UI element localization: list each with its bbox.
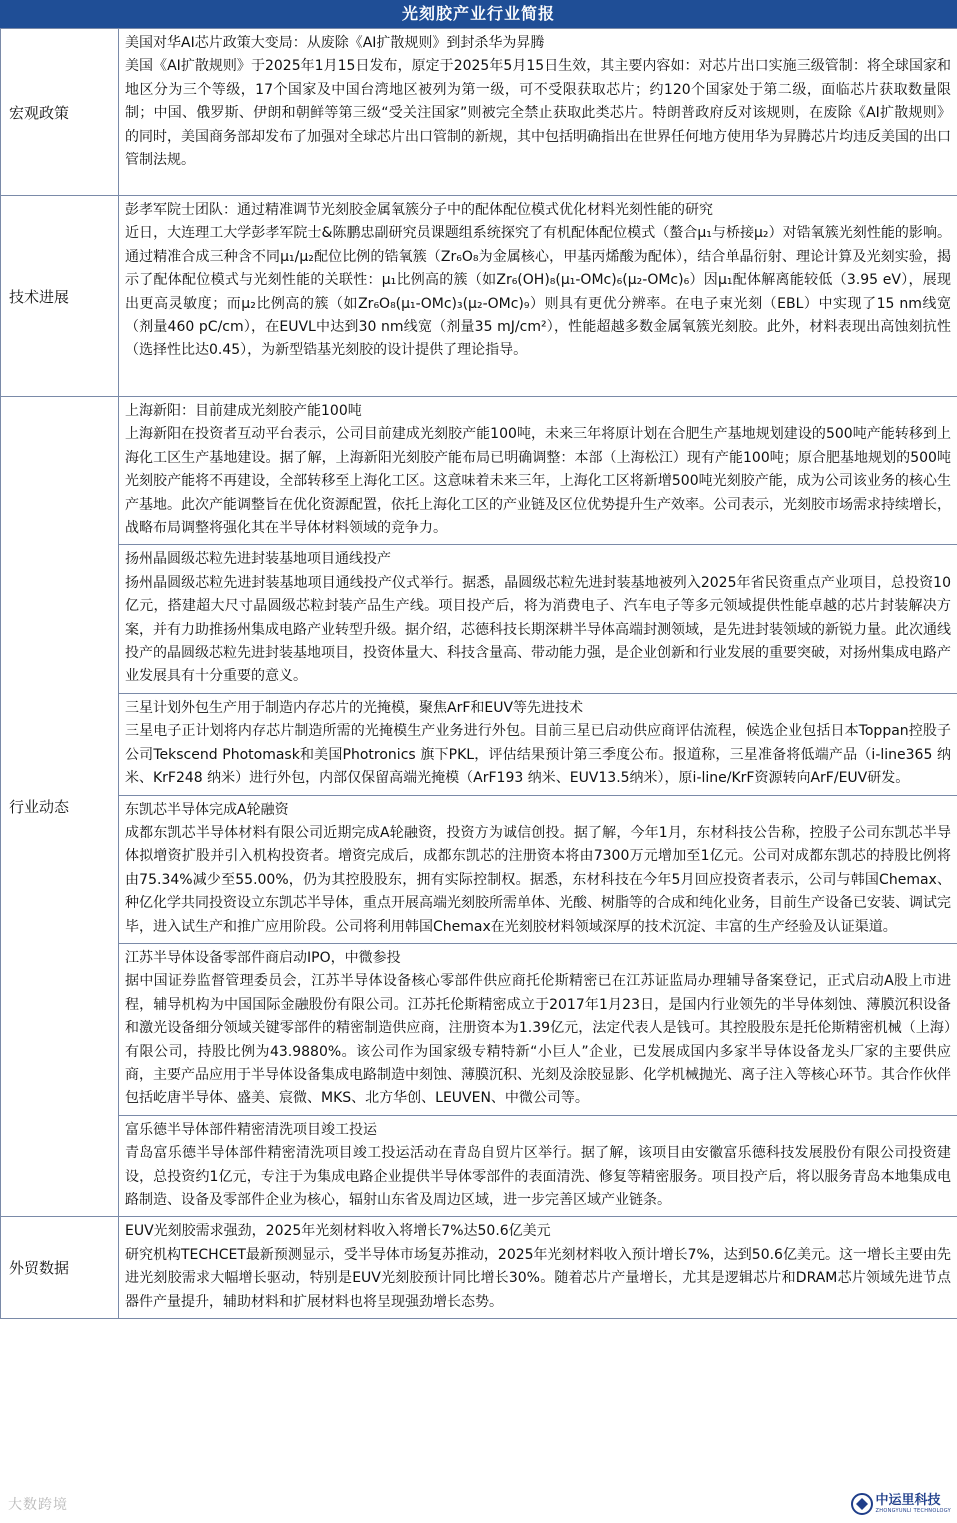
entry-body: 研究机构TECHCET最新预测显示，受半导体市场复苏推动，2025年光刻材料收入预计增长7%，达到50.6亿美元。这一增长主要由先进光刻胶需求大幅增长驱动，特别是EUV光刻胶预计同比增长30%。随着芯片产量增长，尤其是逻辑芯片和DRAM芯片领域先进节点器件产量提升，辅助材料和扩展材料也将呈现强劲增长态势。	[125, 1246, 951, 1310]
entry-cell	[119, 1115, 957, 1217]
brief-table	[0, 28, 957, 1319]
entry-cell	[119, 795, 957, 943]
news-entry	[119, 545, 957, 692]
entry-body: 美国《AI扩散规则》于2025年1月15日发布，原定于2025年5月15日生效，其主要内容如：对芯片出口实施三级管制：将全球国家和地区分为三个等级，17个国家及中国台湾地区被列为第一级，可不受限获取芯片；约120个国家处于第二级，面临芯片获取数量限制；中国、俄罗斯、伊朗和朝鲜等第三级“受关注国家”则被完全禁止获取此类芯片。特朗普政府反对该规则，在废除《AI扩散规则》的同时，美国商务部却发布了加强对全球芯片出口管制的新规，其中包括明确指出在世界任何地方使用华为昇腾芯片均违反美国的出口管制法规。	[125, 58, 951, 169]
entry-body: 扬州晶圆级芯粒先进封装基地项目通线投产仪式举行。据悉，晶圆级芯粒先进封装基地被列入2025年省民资重点产业项目，总投资10亿元，搭建超大尺寸晶圆级芯粒封装产品生产线。项目投产后，将为消费电子、汽车电子等多元领域提供性能卓越的芯片封装解决方案，并有力助推扬州集成电路产业转型升级。据介绍，芯德科技长期深耕半导体高端封测领域，是先进封装领域的新锐力量。此次通线投产的晶圆级芯粒先进封装基地项目，投资体量大、科技含量高、带动能力强，是企业创新和行业发展的重要突破，对扬州集成电路产业发展具有十分重要的意义。	[125, 574, 951, 685]
news-entry	[119, 1116, 957, 1217]
entry-cell	[119, 196, 957, 397]
news-entry	[119, 796, 957, 943]
entry-title: 扬州晶圆级芯粒先进封装基地项目通线投产	[125, 551, 391, 568]
entry-title: 上海新阳：目前建成光刻胶产能100吨	[125, 403, 362, 419]
report-title: 光刻胶产业行业简报	[401, 4, 555, 23]
section-row-industry	[1, 397, 957, 545]
entry-title: 江苏半导体设备零部件商启动IPO，中微参投	[125, 949, 401, 966]
category-cell	[1, 196, 119, 397]
entry-title: 彭孝军院士团队：通过精准调节光刻胶金属氧簇分子中的配体配位模式优化材料光刻性能的研究	[125, 202, 713, 218]
entry-cell	[119, 29, 957, 196]
entry-title: 三星计划外包生产用于制造内存芯片的光掩模，聚焦ArF和EUV等先进技术	[125, 699, 584, 716]
news-entry	[119, 694, 957, 795]
watermark-company-subtitle: ZHONGYUNLI TECHNOLOGY	[875, 1507, 951, 1514]
entry-body: 上海新阳在投资者互动平台表示，公司目前建成光刻胶产能100吨，未来三年将原计划在合肥生产基地规划建设的500吨产能转移到上海化工区生产基地建设。据了解，上海新阳光刻胶产能布局已明确调整：本部（上海松江）现有产能100吨；原合肥基地规划的500吨光刻胶产能将不再建设，全部转移至上海化工区。这意味着未来三年，上海化工区将新增500吨光刻胶产能，成为公司该业务的核心生产基地。此次产能调整旨在优化资源配置，依托上海化工区的产业链及区位优势提升生产效率。公司表示，光刻胶市场需求持续增长，战略布局调整将强化其在半导体材料领域的竞争力。	[125, 426, 951, 537]
watermark-right-text	[876, 1494, 951, 1515]
watermark-left-text: 大数跨境	[8, 1497, 68, 1513]
section-row-trade	[1, 1217, 957, 1319]
section-row-industry	[1, 943, 957, 1115]
category-cell	[1, 29, 119, 196]
category-label: 行业动态	[9, 798, 70, 817]
news-entry	[119, 1217, 957, 1318]
category-cell	[1, 397, 119, 1217]
news-entry	[119, 29, 957, 176]
report-header	[0, 0, 957, 28]
entry-cell	[119, 1217, 957, 1319]
entry-body: 三星电子正计划将内存芯片制造所需的光掩模生产业务进行外包。目前三星已启动供应商评估流程，候选企业包括日本Toppan控股子公司Tekscend Photomask和美国Photronics 旗下PKL，评估结果预计第三季度公布。报道称，三星准备将低端产品（i-line365 纳米、KrF248 纳米）进行外包，内部仅保留高端光掩模（ArF193 纳米、EUV13.5纳米），原i-line/KrF资源转向ArF/EUV研发。	[125, 723, 951, 787]
entry-cell	[119, 943, 957, 1115]
entry-cell	[119, 693, 957, 795]
news-entry	[119, 397, 957, 544]
category-label: 技术进展	[9, 287, 70, 306]
section-row-tech	[1, 196, 957, 397]
category-label: 宏观政策	[9, 103, 70, 122]
section-row-industry	[1, 1115, 957, 1217]
section-row-policy	[1, 29, 957, 196]
company-logo-icon	[851, 1493, 873, 1515]
news-entry	[119, 944, 957, 1115]
entry-title: 美国对华AI芯片政策大变局：从废除《AI扩散规则》到封杀华为昇腾	[125, 35, 545, 51]
entry-body: 近日，大连理工大学彭孝军院士&陈鹏忠副研究员课题组系统探究了有机配体配位模式（螯合μ₁与桥接μ₂）对锆氧簇光刻性能的影响。通过精准合成三种含不同μ₁/μ₂配位比例的锆氧簇（Zr₆O₈为金属核心，甲基丙烯酸为配体），结合单晶衍射、理论计算及光刻实验，揭示了配体配位模式与光刻性能的关联性：μ₁比例高的簇（如Zr₆(OH)₈(μ₁-OMc)₆(μ₂-OMc)₆）因μ₁配体解离能较低（3.95 eV），展现出更高灵敏度；而μ₂比例高的簇（如Zr₆O₈(μ₁-OMc)₃(μ₂-OMc)₉）则具有更优分辨率。在电子束光刻（EBL）中实现了15 nm线宽（剂量460 pC/cm），在EUVL中达到30 nm线宽（剂量35 mJ/cm²），性能超越多数金属氧簇光刻胶。此外，材料表现出高蚀刻抗性（选择性比达0.45），为新型锆基光刻胶的设计提供了理论指导。	[125, 225, 951, 359]
category-cell	[1, 1217, 119, 1319]
news-entry	[119, 196, 957, 367]
section-row-industry	[1, 545, 957, 693]
entry-body: 成都东凯芯半导体材料有限公司近期完成A轮融资，投资方为诚信创投。据了解，今年1月，东材科技公告称，控股子公司东凯芯半导体拟增资扩股并引入机构投资者。增资完成后，成都东凯芯的注册资本将由7300万元增加至1亿元。公司对成都东凯芯的持股比例将由75.34%减少至55.00%，仍为其控股股东，拥有实际控制权。据悉，东材科技在今年5月回应投资者表示，公司与韩国Chemax、种亿化学共同投资设立东凯芯半导体，重点开展高端光刻胶所需单体、光酸、树脂等的合成和纯化业务，目前生产设备已安装、调试完毕，进入试生产和推广应用阶段。公司将利用韩国Chemax在光刻胶材料领域深厚的技术沉淀、丰富的生产经验及认证渠道。	[125, 824, 951, 935]
watermark-company-name: 中运里科技	[875, 1492, 941, 1508]
entry-body: 据中国证券监督管理委员会，江苏半导体设备核心零部件供应商托伦斯精密已在江苏证监局办理辅导备案登记，正式启动A股上市进程，辅导机构为中国国际金融股份有限公司。江苏托伦斯精密成立于2017年1月23日，是国内行业领先的半导体刻蚀、薄膜沉积设备和激光设备细分领域关键零部件的精密制造供应商，注册资本为1.39亿元，法定代表人是钱可。其控股股东是托伦斯精密机械（上海）有限公司，持股比例为43.9880%。该公司作为国家级专精特新“小巨人”企业，已发展成国内多家半导体设备龙头厂家的主要供应商，主要产品应用于半导体设备集成电路制造中刻蚀、薄膜沉积、光刻及涂胶显影、化学机械抛光、离子注入等核心环节。其合作伙伴包括屹唐半导体、盛美、宸微、MKS、北方华创、LEUVEN、中微公司等。	[125, 973, 951, 1107]
entry-body: 青岛富乐德半导体部件精密清洗项目竣工投运活动在青岛自贸片区举行。据了解，该项目由安徽富乐德科技发展股份有限公司投资建设，总投资约1亿元，专注于为集成电路企业提供半导体零部件的表面清洗、修复等精密服务。项目投产后，将以服务青岛本地集成电路制造、设备及零部件企业为核心，辐射山东省及周边区域，进一步完善区域产业链条。	[125, 1145, 951, 1208]
entry-title: 东凯芯半导体完成A轮融资	[125, 801, 289, 818]
section-row-industry	[1, 795, 957, 943]
category-label: 外贸数据	[9, 1259, 70, 1278]
entry-cell	[119, 397, 957, 545]
entry-title: EUV光刻胶需求强劲，2025年光刻材料收入将增长7%达50.6亿美元	[125, 1223, 551, 1240]
entry-cell	[119, 545, 957, 693]
watermark-right-logo	[851, 1493, 951, 1515]
watermark-left	[8, 1494, 68, 1514]
entry-title: 富乐德半导体部件精密清洗项目竣工投运	[125, 1121, 377, 1138]
section-row-industry	[1, 693, 957, 795]
